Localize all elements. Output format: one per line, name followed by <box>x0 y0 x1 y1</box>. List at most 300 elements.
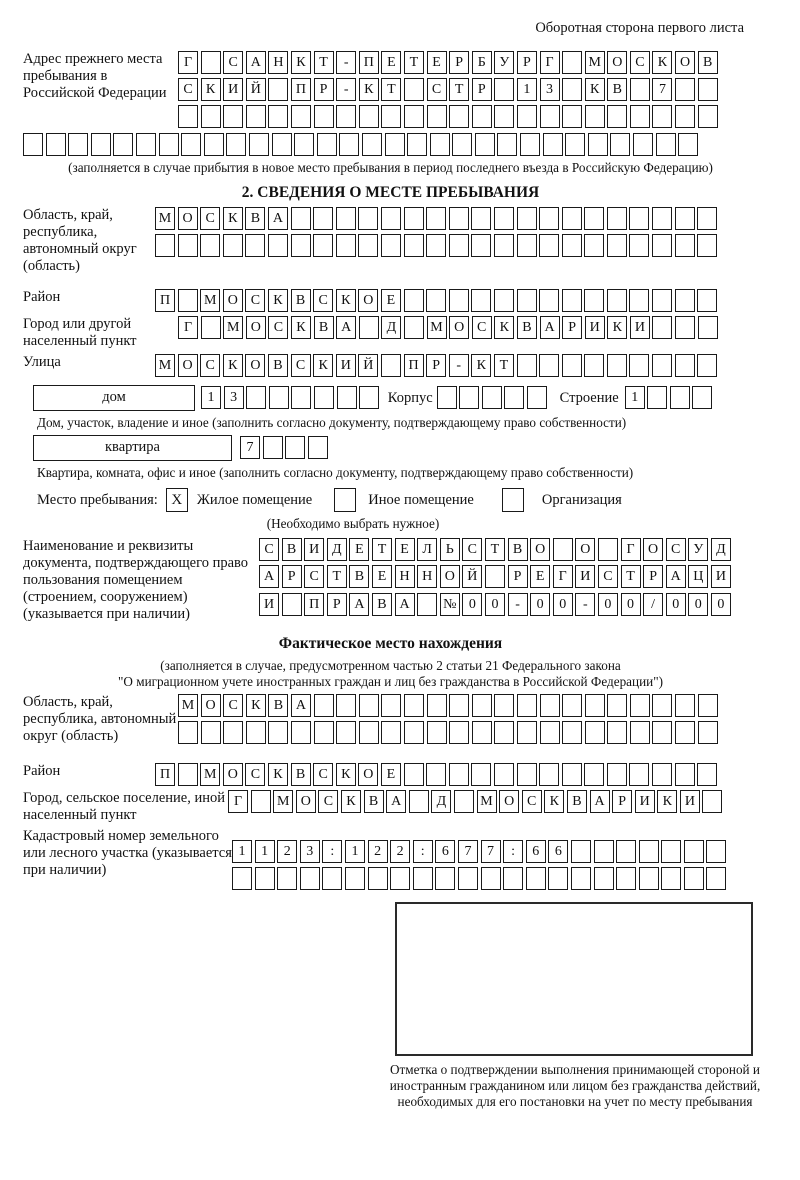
char-cell[interactable] <box>339 133 359 156</box>
char-cell[interactable] <box>607 289 627 312</box>
char-cell[interactable] <box>91 133 111 156</box>
char-cell[interactable] <box>585 105 605 128</box>
char-cell[interactable]: Д <box>327 538 347 561</box>
char-cell[interactable] <box>607 694 627 717</box>
char-cell[interactable]: Ц <box>688 565 708 588</box>
char-cell[interactable] <box>692 386 712 409</box>
char-cell[interactable] <box>472 721 492 744</box>
char-cell[interactable] <box>201 721 221 744</box>
char-cell[interactable] <box>562 289 582 312</box>
char-cell[interactable] <box>527 386 547 409</box>
char-cell[interactable] <box>616 840 636 863</box>
char-cell[interactable] <box>698 316 718 339</box>
char-cell[interactable]: С <box>304 565 324 588</box>
char-cell[interactable] <box>46 133 66 156</box>
char-cell[interactable]: К <box>544 790 564 813</box>
char-cell[interactable] <box>698 721 718 744</box>
char-cell[interactable]: 7 <box>652 78 672 101</box>
char-cell[interactable]: Е <box>381 763 401 786</box>
char-cell[interactable]: И <box>575 565 595 588</box>
char-cell[interactable] <box>68 133 88 156</box>
char-cell[interactable]: С <box>268 316 288 339</box>
char-cell[interactable]: Й <box>358 354 378 377</box>
char-cell[interactable] <box>223 721 243 744</box>
char-cell[interactable]: К <box>268 763 288 786</box>
char-cell[interactable] <box>494 763 514 786</box>
char-cell[interactable]: 0 <box>621 593 641 616</box>
char-cell[interactable]: К <box>471 354 491 377</box>
char-cell[interactable] <box>359 386 379 409</box>
char-cell[interactable] <box>449 207 469 230</box>
char-cell[interactable]: 3 <box>300 840 320 863</box>
char-cell[interactable]: О <box>246 316 266 339</box>
char-cell[interactable]: Й <box>462 565 482 588</box>
char-cell[interactable]: В <box>314 316 334 339</box>
char-cell[interactable] <box>698 78 718 101</box>
char-cell[interactable]: С <box>200 354 220 377</box>
char-cell[interactable] <box>539 763 559 786</box>
char-cell[interactable] <box>482 386 502 409</box>
char-cell[interactable] <box>539 289 559 312</box>
char-cell[interactable] <box>520 133 540 156</box>
char-cell[interactable]: Т <box>485 538 505 561</box>
char-cell[interactable] <box>471 289 491 312</box>
char-cell[interactable] <box>404 721 424 744</box>
char-cell[interactable] <box>381 234 401 257</box>
char-cell[interactable]: Р <box>643 565 663 588</box>
char-cell[interactable] <box>201 105 221 128</box>
char-cell[interactable] <box>616 867 636 890</box>
char-cell[interactable]: С <box>223 694 243 717</box>
char-cell[interactable] <box>607 105 627 128</box>
char-cell[interactable] <box>291 721 311 744</box>
char-cell[interactable] <box>404 105 424 128</box>
char-cell[interactable]: О <box>530 538 550 561</box>
char-cell[interactable] <box>517 721 537 744</box>
char-cell[interactable]: Р <box>472 78 492 101</box>
char-cell[interactable] <box>598 538 618 561</box>
char-cell[interactable] <box>178 105 198 128</box>
char-cell[interactable]: Д <box>431 790 451 813</box>
char-cell[interactable] <box>629 234 649 257</box>
char-cell[interactable] <box>113 133 133 156</box>
char-cell[interactable] <box>633 133 653 156</box>
char-cell[interactable] <box>314 694 334 717</box>
char-cell[interactable] <box>263 436 283 459</box>
char-cell[interactable] <box>652 763 672 786</box>
char-cell[interactable] <box>368 867 388 890</box>
char-cell[interactable] <box>246 386 266 409</box>
char-cell[interactable]: К <box>291 51 311 74</box>
char-cell[interactable]: О <box>201 694 221 717</box>
char-cell[interactable] <box>471 207 491 230</box>
char-cell[interactable]: 2 <box>277 840 297 863</box>
char-cell[interactable]: С <box>245 763 265 786</box>
char-cell[interactable] <box>652 105 672 128</box>
char-cell[interactable] <box>706 867 726 890</box>
char-cell[interactable]: С <box>472 316 492 339</box>
char-cell[interactable] <box>268 234 288 257</box>
char-cell[interactable]: А <box>590 790 610 813</box>
char-cell[interactable] <box>630 694 650 717</box>
char-cell[interactable]: Т <box>494 354 514 377</box>
char-cell[interactable] <box>517 289 537 312</box>
char-cell[interactable] <box>539 354 559 377</box>
char-cell[interactable]: И <box>585 316 605 339</box>
char-cell[interactable]: И <box>680 790 700 813</box>
char-cell[interactable]: 1 <box>345 840 365 863</box>
char-cell[interactable] <box>565 133 585 156</box>
char-cell[interactable]: О <box>245 354 265 377</box>
char-cell[interactable]: О <box>440 565 460 588</box>
char-cell[interactable]: А <box>666 565 686 588</box>
char-cell[interactable] <box>381 207 401 230</box>
char-cell[interactable] <box>155 234 175 257</box>
char-cell[interactable] <box>675 354 695 377</box>
char-cell[interactable]: Р <box>449 51 469 74</box>
prev-address-row-1[interactable] <box>178 51 720 75</box>
char-cell[interactable]: О <box>223 763 243 786</box>
char-cell[interactable]: М <box>178 694 198 717</box>
char-cell[interactable] <box>697 234 717 257</box>
char-cell[interactable] <box>503 867 523 890</box>
char-cell[interactable] <box>430 133 450 156</box>
char-cell[interactable]: К <box>201 78 221 101</box>
char-cell[interactable] <box>336 694 356 717</box>
char-cell[interactable]: 0 <box>553 593 573 616</box>
char-cell[interactable]: / <box>643 593 663 616</box>
char-cell[interactable]: 2 <box>390 840 410 863</box>
char-cell[interactable] <box>178 763 198 786</box>
char-cell[interactable]: Т <box>449 78 469 101</box>
char-cell[interactable]: В <box>268 694 288 717</box>
char-cell[interactable] <box>526 867 546 890</box>
char-cell[interactable] <box>417 593 437 616</box>
char-cell[interactable] <box>706 840 726 863</box>
char-cell[interactable] <box>540 105 560 128</box>
char-cell[interactable]: О <box>499 790 519 813</box>
char-cell[interactable]: С <box>178 78 198 101</box>
char-cell[interactable] <box>494 694 514 717</box>
char-cell[interactable]: К <box>585 78 605 101</box>
region-row-2[interactable] <box>155 234 720 258</box>
char-cell[interactable]: П <box>404 354 424 377</box>
char-cell[interactable]: - <box>575 593 595 616</box>
char-cell[interactable] <box>255 867 275 890</box>
char-cell[interactable]: - <box>449 354 469 377</box>
char-cell[interactable] <box>359 694 379 717</box>
char-cell[interactable]: Г <box>228 790 248 813</box>
char-cell[interactable] <box>300 867 320 890</box>
char-cell[interactable] <box>697 207 717 230</box>
char-cell[interactable]: К <box>313 354 333 377</box>
char-cell[interactable] <box>661 840 681 863</box>
char-cell[interactable] <box>656 133 676 156</box>
char-cell[interactable] <box>675 207 695 230</box>
char-cell[interactable]: К <box>652 51 672 74</box>
char-cell[interactable] <box>475 133 495 156</box>
char-cell[interactable]: П <box>304 593 324 616</box>
char-cell[interactable] <box>684 840 704 863</box>
char-cell[interactable] <box>409 790 429 813</box>
char-cell[interactable] <box>607 234 627 257</box>
street-row[interactable] <box>155 354 720 378</box>
char-cell[interactable] <box>458 867 478 890</box>
char-cell[interactable] <box>381 105 401 128</box>
char-cell[interactable]: Р <box>517 51 537 74</box>
char-cell[interactable]: И <box>635 790 655 813</box>
char-cell[interactable] <box>553 538 573 561</box>
char-cell[interactable] <box>336 234 356 257</box>
char-cell[interactable] <box>652 289 672 312</box>
char-cell[interactable]: М <box>273 790 293 813</box>
char-cell[interactable]: С <box>462 538 482 561</box>
char-cell[interactable] <box>334 488 356 512</box>
char-cell[interactable] <box>345 867 365 890</box>
char-cell[interactable]: С <box>598 565 618 588</box>
char-cell[interactable]: О <box>449 316 469 339</box>
char-cell[interactable]: : <box>413 840 433 863</box>
char-cell[interactable]: С <box>313 289 333 312</box>
char-cell[interactable] <box>562 763 582 786</box>
char-cell[interactable] <box>427 721 447 744</box>
doc-row-2[interactable] <box>259 565 733 589</box>
char-cell[interactable] <box>336 105 356 128</box>
char-cell[interactable]: И <box>630 316 650 339</box>
house-number-row[interactable] <box>201 386 382 410</box>
char-cell[interactable]: В <box>291 763 311 786</box>
char-cell[interactable]: М <box>200 289 220 312</box>
char-cell[interactable] <box>294 133 314 156</box>
char-cell[interactable] <box>449 289 469 312</box>
prev-address-row-2[interactable] <box>178 78 720 102</box>
char-cell[interactable] <box>268 78 288 101</box>
char-cell[interactable]: К <box>494 316 514 339</box>
char-cell[interactable] <box>449 694 469 717</box>
char-cell[interactable]: 0 <box>688 593 708 616</box>
char-cell[interactable] <box>639 840 659 863</box>
char-cell[interactable]: В <box>282 538 302 561</box>
char-cell[interactable]: Г <box>553 565 573 588</box>
char-cell[interactable]: О <box>675 51 695 74</box>
doc-row-3[interactable] <box>259 593 733 617</box>
char-cell[interactable]: - <box>336 51 356 74</box>
char-cell[interactable] <box>571 867 591 890</box>
char-cell[interactable]: Р <box>314 78 334 101</box>
char-cell[interactable]: Р <box>426 354 446 377</box>
char-cell[interactable] <box>178 721 198 744</box>
char-cell[interactable] <box>494 234 514 257</box>
char-cell[interactable]: С <box>522 790 542 813</box>
char-cell[interactable]: М <box>155 354 175 377</box>
char-cell[interactable]: О <box>178 354 198 377</box>
char-cell[interactable] <box>449 234 469 257</box>
char-cell[interactable] <box>181 133 201 156</box>
char-cell[interactable] <box>652 234 672 257</box>
prev-address-overflow-row[interactable] <box>23 133 758 157</box>
char-cell[interactable] <box>675 694 695 717</box>
char-cell[interactable]: П <box>155 763 175 786</box>
char-cell[interactable] <box>178 234 198 257</box>
char-cell[interactable]: О <box>223 289 243 312</box>
char-cell[interactable]: М <box>200 763 220 786</box>
char-cell[interactable] <box>282 593 302 616</box>
char-cell[interactable] <box>675 105 695 128</box>
char-cell[interactable] <box>223 234 243 257</box>
char-cell[interactable]: О <box>178 207 198 230</box>
char-cell[interactable] <box>698 105 718 128</box>
char-cell[interactable]: 7 <box>458 840 478 863</box>
char-cell[interactable] <box>246 721 266 744</box>
char-cell[interactable] <box>272 133 292 156</box>
char-cell[interactable] <box>494 105 514 128</box>
char-cell[interactable] <box>308 436 328 459</box>
char-cell[interactable] <box>540 721 560 744</box>
char-cell[interactable]: Т <box>381 78 401 101</box>
char-cell[interactable]: Г <box>540 51 560 74</box>
char-cell[interactable] <box>647 386 667 409</box>
char-cell[interactable] <box>697 763 717 786</box>
char-cell[interactable] <box>607 207 627 230</box>
char-cell[interactable] <box>630 105 650 128</box>
char-cell[interactable]: И <box>223 78 243 101</box>
char-cell[interactable]: А <box>291 694 311 717</box>
char-cell[interactable] <box>359 721 379 744</box>
char-cell[interactable] <box>427 105 447 128</box>
char-cell[interactable]: X <box>166 488 188 512</box>
char-cell[interactable] <box>675 316 695 339</box>
char-cell[interactable] <box>313 207 333 230</box>
char-cell[interactable]: Б <box>472 51 492 74</box>
char-cell[interactable]: К <box>341 790 361 813</box>
char-cell[interactable] <box>629 207 649 230</box>
char-cell[interactable] <box>517 105 537 128</box>
checkbox-zhiloe[interactable] <box>166 488 188 512</box>
char-cell[interactable] <box>245 234 265 257</box>
char-cell[interactable] <box>204 133 224 156</box>
char-cell[interactable] <box>497 133 517 156</box>
char-cell[interactable]: 0 <box>598 593 618 616</box>
char-cell[interactable]: А <box>246 51 266 74</box>
char-cell[interactable] <box>358 207 378 230</box>
char-cell[interactable] <box>517 763 537 786</box>
char-cell[interactable]: С <box>313 763 333 786</box>
char-cell[interactable]: - <box>508 593 528 616</box>
char-cell[interactable] <box>675 234 695 257</box>
char-cell[interactable]: П <box>359 51 379 74</box>
char-cell[interactable] <box>268 105 288 128</box>
char-cell[interactable]: А <box>386 790 406 813</box>
char-cell[interactable] <box>407 133 427 156</box>
apartment-type-box[interactable]: квартира <box>33 435 232 461</box>
char-cell[interactable]: К <box>607 316 627 339</box>
char-cell[interactable] <box>285 436 305 459</box>
char-cell[interactable] <box>684 867 704 890</box>
char-cell[interactable]: Й <box>246 78 266 101</box>
stroenie-row[interactable] <box>625 386 715 410</box>
char-cell[interactable] <box>540 694 560 717</box>
char-cell[interactable] <box>630 78 650 101</box>
char-cell[interactable] <box>539 234 559 257</box>
char-cell[interactable]: 1 <box>517 78 537 101</box>
char-cell[interactable]: 1 <box>201 386 221 409</box>
char-cell[interactable] <box>381 354 401 377</box>
char-cell[interactable]: С <box>291 354 311 377</box>
char-cell[interactable] <box>269 386 289 409</box>
char-cell[interactable] <box>652 354 672 377</box>
checkbox-org[interactable] <box>502 488 524 512</box>
char-cell[interactable] <box>404 763 424 786</box>
char-cell[interactable]: М <box>155 207 175 230</box>
char-cell[interactable]: С <box>223 51 243 74</box>
char-cell[interactable]: : <box>322 840 342 863</box>
char-cell[interactable] <box>313 234 333 257</box>
char-cell[interactable] <box>268 721 288 744</box>
char-cell[interactable]: Е <box>372 565 392 588</box>
char-cell[interactable]: Е <box>530 565 550 588</box>
char-cell[interactable] <box>291 105 311 128</box>
char-cell[interactable] <box>481 867 501 890</box>
char-cell[interactable]: К <box>657 790 677 813</box>
char-cell[interactable]: Т <box>372 538 392 561</box>
char-cell[interactable] <box>251 790 271 813</box>
char-cell[interactable] <box>381 721 401 744</box>
char-cell[interactable]: К <box>223 207 243 230</box>
char-cell[interactable]: В <box>567 790 587 813</box>
char-cell[interactable]: С <box>318 790 338 813</box>
char-cell[interactable] <box>697 354 717 377</box>
char-cell[interactable]: К <box>246 694 266 717</box>
char-cell[interactable]: С <box>427 78 447 101</box>
char-cell[interactable]: Т <box>621 565 641 588</box>
char-cell[interactable]: 1 <box>255 840 275 863</box>
char-cell[interactable] <box>385 133 405 156</box>
char-cell[interactable] <box>226 133 246 156</box>
factual-region-row-1[interactable] <box>178 694 720 718</box>
factual-district-row[interactable] <box>155 763 720 787</box>
char-cell[interactable]: Д <box>711 538 731 561</box>
apartment-number-row[interactable] <box>240 436 330 460</box>
char-cell[interactable] <box>494 721 514 744</box>
char-cell[interactable]: У <box>494 51 514 74</box>
char-cell[interactable]: В <box>291 289 311 312</box>
char-cell[interactable] <box>390 867 410 890</box>
char-cell[interactable] <box>277 867 297 890</box>
char-cell[interactable] <box>358 234 378 257</box>
char-cell[interactable]: 2 <box>368 840 388 863</box>
doc-row-1[interactable] <box>259 538 733 562</box>
char-cell[interactable]: А <box>259 565 279 588</box>
char-cell[interactable]: : <box>503 840 523 863</box>
city-row[interactable] <box>178 316 720 340</box>
char-cell[interactable] <box>584 354 604 377</box>
char-cell[interactable] <box>594 867 614 890</box>
char-cell[interactable] <box>454 790 474 813</box>
char-cell[interactable]: Т <box>327 565 347 588</box>
char-cell[interactable] <box>675 763 695 786</box>
char-cell[interactable] <box>314 386 334 409</box>
char-cell[interactable]: 7 <box>481 840 501 863</box>
char-cell[interactable] <box>585 721 605 744</box>
char-cell[interactable] <box>562 51 582 74</box>
prev-address-row-3[interactable] <box>178 105 720 129</box>
char-cell[interactable] <box>539 207 559 230</box>
char-cell[interactable]: 0 <box>666 593 686 616</box>
char-cell[interactable] <box>336 207 356 230</box>
char-cell[interactable] <box>588 133 608 156</box>
char-cell[interactable]: Р <box>327 593 347 616</box>
char-cell[interactable]: Р <box>508 565 528 588</box>
